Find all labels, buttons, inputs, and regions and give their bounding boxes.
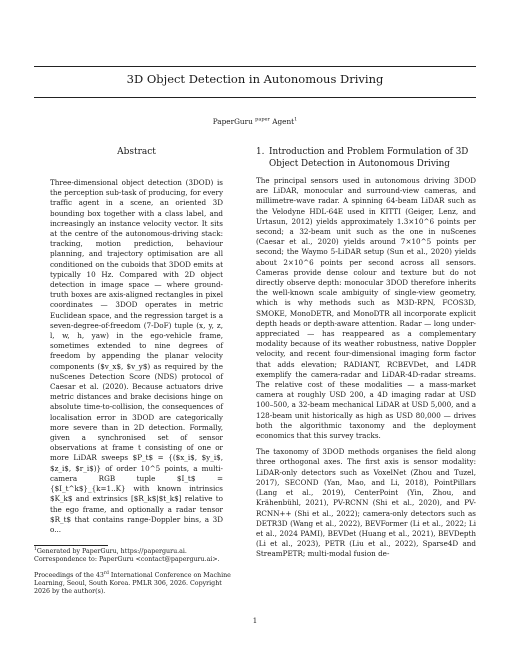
title-bottom-rule [34,97,476,98]
footnote-2-pre: Proceedings of the 43 [34,571,104,579]
body-paragraph-1: The principal sensors used in autonomous driving 3DOD are LiDAR, monocular and surround-view cameras, and millimetre-wave radar. A spinning 64-beam LiDAR such as the Velodyne HDL-64E used in KITTI (Geiger, Lenz, and Urtasun, 2012) yields approximately 1.3×10^6 points per second; a 32-beam unit such as the one in nuScenes (Caesar et al., 2020) yields around 7×10^5 points per second; the Waymo 5-LiDAR setup (Sun et al., 2020) yields about 2×10^6 points per second across all sensors. Cameras provide dense colour and texture but do not directly observe depth: monocular 3DOD therefore inherits the well-known scale ambiguity of single-view geometry, which is why methods such as M3D-RPN, FCOS3D, SMOKE, MonoDETR, and MonoDTR all incorporate explicit depth heads or depth-aware attention. Radar — long under-appreciated — has reappeared as a complementary modality because of its weather robustness, native Doppler velocity, and recent four-dimensional imaging form factor that adds elevation; RADIANT, RCBEVDet, and L4DR exemplify the camera-radar and LiDAR-4D-radar streams. The relative cost of these modalities — a mass-market camera at roughly USD 200, a 4D imaging radar at USD 100–500, a 32-beam mechanical LiDAR at USD 5,000, and a 128-beam unit historically as high as USD 80,000 — drives both the algorithmic taxonomy and the deployment economics that this survey tracks. [256,176,476,441]
footnote-1 [34,548,239,565]
left-column [34,178,239,535]
paper-title: 3D Object Detection in Autonomous Driving [126,72,384,86]
title-top-rule [34,66,476,67]
section-heading [256,147,476,170]
footnote-2-post: International Conference on Machine Learning, Seoul, South Korea. PMLR 306, 2026. Copyright 2026 by the author(s). [34,571,231,596]
abstract-heading: Abstract [117,147,156,157]
footnote-rule [34,545,108,546]
footnote-2 [34,572,239,597]
abstract-text: Three-dimensional object detection (3DOD) is the perception sub-task of producing, for every traffic agent in a scene, an oriented 3D bounding box together with a class label, and increasingly an instance velocity vector. It sits at the centre of the autonomous-driving stack: tracking, motion prediction, behaviour planning, and trajectory optimisation are all conditioned on the cuboids that 3DOD emits at typically 10 Hz. Compared with 2D object detection in image space — where ground-truth boxes are axis-aligned rectangles in pixel coordinates — 3DOD operates in metric Euclidean space, and the regression target is a seven-degree-of-freedom (7-DoF) tuple (x, y, z, l, w, h, yaw) in the ego-vehicle frame, sometimes extended to nine degrees of freedom by appending the planar velocity components ($v_x$, $v_y$) as required by the nuScenes Detection Score (NDS) protocol of Caesar et al. (2020). Because actuators drive metric distances and brake decisions hinge on absolute time-to-collision, the consequences of localisation error in 3DOD are categorically more severe than in 2D detection. Formally, given a synchronised set of sensor observations at frame t consisting of one or more LiDAR sweeps $P_t$ = {($x_i$, $y_i$, $z_i$, $r_i$)} of order 10^5 points, a multi-camera RGB tuple $I_t$ = {$I_t^k$}_{k=1..K} with known intrinsics $K_k$ and extrinsics [$R_k$|$t_k$] relative to the ego frame, and optionally a radar tensor $R_t$ that contains range-Doppler bins, a 3D o... [50,178,223,534]
author-line [34,117,476,126]
section-title: Introduction and Problem Formulation of 3D Object Detection in Autonomous Driving [269,147,469,169]
footnotes [34,548,239,603]
author-note-marker: 1 [294,116,298,123]
author-affil-marker: paper [255,116,270,123]
author-name: PaperGuru [212,117,253,126]
body-paragraph-2: The taxonomy of 3DOD methods organises the field along three orthogonal axes. The first axis is sensor modality: LiDAR-only detectors such as VoxelNet (Zhou and Tuzel, 2017), SECOND (Yan, Mao, and Li, 2018), PointPillars (Lang et al., 2019), CenterPoint (Yin, Zhou, and Krähenbühl, 2021), PV-RCNN (Shi et al., 2020), and PV-RCNN++ (Shi et al., 2022); camera-only detectors such as DETR3D (Wang et al., 2022), BEVFormer (Li et al., 2022; Li et al., 2024 PAMI), BEVDet (Huang et al., 2021), BEVDepth (Li et al., 2023), PETR (Liu et al., 2022), Sparse4D and StreamPETR; multi-modal fusion de- [256,447,476,559]
page-number: 1 [252,617,258,625]
author-role: Agent [272,117,295,126]
right-column [256,147,476,560]
footnote-1-text: Generated by PaperGuru, https://paperguru.ai. Correspondence to: PaperGuru <contact@paperguru.ai>. [34,548,220,564]
footnote-2-ordinal: rd [103,570,109,576]
footnote-marker: 1 [34,546,37,552]
section-number: 1. [256,147,265,157]
